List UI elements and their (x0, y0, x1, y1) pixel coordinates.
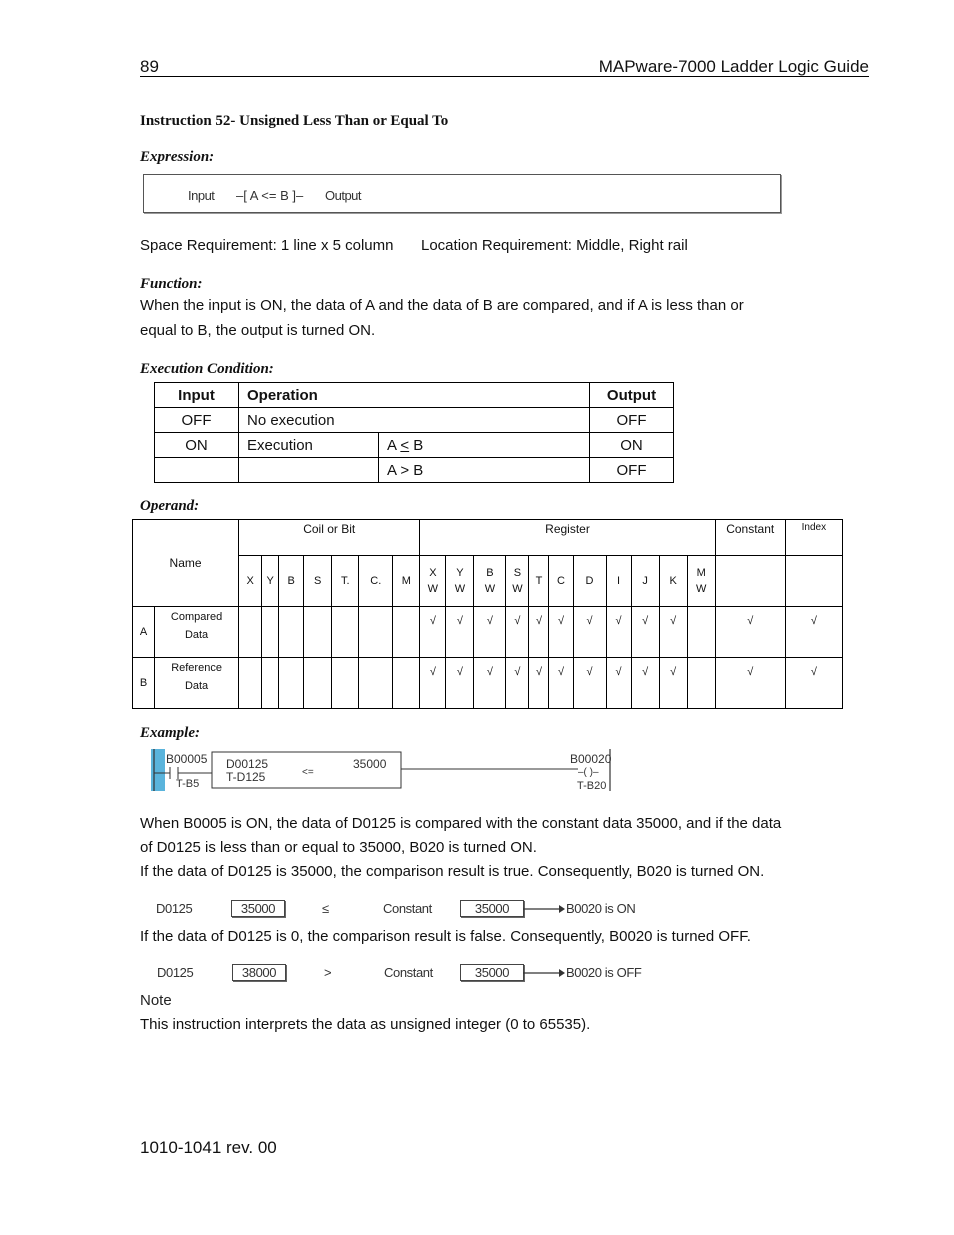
note-label: Note (140, 992, 172, 1009)
compare-constant: 35000 (353, 757, 387, 771)
operand-check-cell: √ (549, 607, 573, 658)
register-column-header (687, 556, 715, 607)
compare-operator: <= (302, 767, 314, 778)
cmp1-constant-box: 35000 (460, 900, 524, 917)
operand-name-header: Name (133, 520, 239, 607)
exec-header-operation: Operation (239, 383, 590, 408)
expression-condition: –[ A <= B ]– (236, 188, 304, 203)
operand-check-cell: √ (659, 658, 687, 709)
coil-column-header: C. (359, 556, 393, 607)
example-para-3: If the data of D0125 is 35000, the comparison result is true. Consequently, B020 is turned ON. (140, 863, 765, 880)
coil-address: B00020 (570, 752, 612, 766)
cmp2-constant-label: Constant (384, 965, 433, 980)
example-para-2: of D0125 is less than or equal to 35000, B020 is turned ON. (140, 839, 537, 856)
function-heading: Function: (140, 276, 203, 292)
exec-cell: ON (590, 433, 674, 458)
operand-cell (262, 607, 279, 658)
register-column-letter: D (585, 575, 594, 587)
cmp1-arrow-icon (523, 903, 565, 915)
register-column-letter: K (669, 575, 677, 587)
coil-tag: T-B20 (577, 780, 607, 792)
instruction-prefix: Instruction 52- Unsigned (140, 113, 300, 129)
operand-check-cell: √ (631, 658, 659, 709)
location-requirement: Location Requirement: Middle, Right rail (421, 237, 688, 254)
register-column-header (573, 556, 606, 607)
index-check-cell: √ (785, 607, 842, 658)
register-column-letter: J (642, 575, 648, 587)
coil-symbol: –( )– (578, 767, 599, 778)
coil-column-header: M (393, 556, 420, 607)
exec-cell: OFF (590, 408, 674, 433)
exec-condition-cell (379, 433, 590, 458)
execution-table (154, 382, 674, 483)
operand-cell (687, 658, 715, 709)
register-header: Register (420, 520, 715, 556)
exec-cell: OFF (590, 458, 674, 483)
operand-check-cell: √ (529, 658, 549, 709)
register-column-letter: M (696, 567, 706, 579)
execution-heading: Execution Condition: (140, 361, 274, 377)
operand-cell (359, 607, 393, 658)
register-column-header (506, 556, 529, 607)
input-tag: T-B5 (176, 778, 200, 790)
register-column-header (474, 556, 506, 607)
operand-cell (332, 658, 359, 709)
exec-header-output: Output (590, 383, 674, 408)
register-column-letter: C (557, 575, 565, 587)
function-line-2: equal to B, the output is turned ON. (140, 322, 376, 339)
exec-cell: OFF (155, 408, 239, 433)
cmp1-constant-label: Constant (383, 901, 432, 916)
register-column-suffix: W (484, 583, 496, 595)
instruction-name: Less Than or Equal To (302, 113, 449, 129)
operand-name-line1: Reference (171, 662, 222, 674)
exec-cell: ON (155, 433, 239, 458)
empty-header-cell (715, 556, 785, 607)
operand-table (132, 519, 843, 709)
operand-cell (279, 607, 304, 658)
operand-name-line2: Data (184, 680, 209, 692)
example-para-1: When B0005 is ON, the data of D0125 is compared with the constant data 35000, and if the data (140, 815, 782, 832)
cmp1-register: D0125 (156, 901, 193, 916)
operand-check-cell: √ (659, 607, 687, 658)
cmp1-result: B0020 is ON (566, 901, 636, 916)
operand-cell (239, 607, 262, 658)
operand-row-b (133, 658, 843, 709)
note-text: This instruction interprets the data as unsigned integer (0 to 65535). (140, 1016, 591, 1033)
register-tag: T-D125 (226, 770, 266, 784)
cmp2-constant-box: 35000 (460, 964, 524, 981)
operand-id: B (133, 658, 155, 709)
operand-id: A (133, 607, 155, 658)
constant-header: Constant (715, 520, 785, 556)
input-address: B00005 (166, 752, 208, 766)
register-column-suffix: W (512, 583, 523, 595)
operand-check-cell: √ (606, 658, 631, 709)
cmp2-arrow-icon (523, 967, 565, 979)
cmp2-result: B0020 is OFF (566, 965, 642, 980)
document-title: MAPware-7000 Ladder Logic Guide (598, 57, 869, 76)
operand-check-cell: √ (631, 607, 659, 658)
space-requirement: Space Requirement: 1 line x 5 column (140, 237, 394, 254)
operand-cell (262, 658, 279, 709)
cmp2-value-box: 38000 (232, 964, 286, 981)
register-column-letter: B (486, 567, 494, 579)
exec-cell (239, 458, 379, 483)
coil-column-header: X (239, 556, 262, 607)
exec-cell: No execution (239, 408, 590, 433)
exec-cell (155, 458, 239, 483)
example-para-4: If the data of D0125 is 0, the comparison result is false. Consequently, B0020 is turned OFF. (140, 928, 751, 945)
exec-cell: A > B (379, 458, 590, 483)
ladder-diagram (150, 747, 620, 795)
index-check-cell: √ (785, 658, 842, 709)
constant-check-cell: √ (715, 607, 785, 658)
register-column-suffix: W (427, 583, 439, 595)
register-column-letter: S (513, 567, 522, 579)
register-column-header (420, 556, 446, 607)
register-column-letter: X (429, 567, 437, 579)
operand-cell (359, 658, 393, 709)
operand-check-cell: √ (474, 658, 506, 709)
footer-doc-revision: 1010-1041 rev. 00 (140, 1138, 277, 1157)
operand-cell (393, 607, 420, 658)
operand-check-cell: √ (549, 658, 573, 709)
operand-check-cell: √ (573, 607, 606, 658)
empty-header-cell (785, 556, 842, 607)
operand-row-a (133, 607, 843, 658)
operand-check-cell: √ (420, 658, 446, 709)
operand-check-cell: √ (420, 607, 446, 658)
coil-or-bit-header: Coil or Bit (239, 520, 420, 556)
operand-check-cell: √ (606, 607, 631, 658)
register-column-letter: T (535, 575, 543, 587)
exec-cell: Execution (239, 433, 379, 458)
index-header: Index (785, 520, 842, 556)
operand-check-cell: √ (474, 607, 506, 658)
register-column-suffix: W (695, 583, 707, 595)
cmp2-operator: > (324, 965, 332, 980)
register-column-header (549, 556, 573, 607)
operand-name (155, 607, 239, 658)
operand-cell (304, 607, 332, 658)
operand-check-cell: √ (506, 658, 529, 709)
operand-check-cell: √ (446, 658, 474, 709)
register-column-suffix: W (454, 583, 466, 595)
exec-condition-prefix: A (387, 436, 401, 454)
example-heading: Example: (140, 725, 200, 741)
coil-column-header: S (304, 556, 332, 607)
operand-cell (393, 658, 420, 709)
operand-column-row (133, 556, 843, 607)
register-address: D00125 (226, 757, 269, 771)
cmp1-value-box: 35000 (231, 900, 285, 917)
register-column-header (446, 556, 474, 607)
constant-check-cell: √ (715, 658, 785, 709)
operand-heading: Operand: (140, 498, 200, 514)
operand-name (155, 658, 239, 709)
register-column-letter: I (617, 575, 621, 587)
register-column-header (659, 556, 687, 607)
coil-column-header: Y (262, 556, 279, 607)
coil-column-header: T. (332, 556, 359, 607)
operand-cell (279, 658, 304, 709)
cmp1-operator: ≤ (322, 901, 329, 916)
register-column-letter: Y (456, 567, 464, 579)
operand-name-line1: Compared (170, 611, 223, 623)
function-line-1: When the input is ON, the data of A and the data of B are compared, and if A is less than or (140, 297, 744, 314)
operand-check-cell: √ (446, 607, 474, 658)
operand-check-cell: √ (529, 607, 549, 658)
expression-input: Input (188, 188, 215, 203)
register-column-header (606, 556, 631, 607)
operand-cell (332, 607, 359, 658)
operand-cell (687, 607, 715, 658)
operand-cell (304, 658, 332, 709)
operand-check-cell: √ (573, 658, 606, 709)
header-rule (140, 76, 869, 77)
operand-name-line2: Data (184, 629, 209, 641)
less-equal-symbol: < (400, 436, 410, 454)
exec-condition-suffix: B (409, 436, 424, 454)
register-column-header (631, 556, 659, 607)
expression-heading: Expression: (140, 149, 215, 165)
instruction-title (140, 113, 448, 130)
operand-check-cell: √ (506, 607, 529, 658)
cmp2-register: D0125 (157, 965, 194, 980)
operand-cell (239, 658, 262, 709)
exec-header-input: Input (155, 383, 239, 408)
expression-output: Output (325, 188, 362, 203)
left-rail-highlight (151, 749, 165, 791)
register-column-header (529, 556, 549, 607)
page-number: 89 (140, 57, 159, 76)
coil-column-header: B (279, 556, 304, 607)
